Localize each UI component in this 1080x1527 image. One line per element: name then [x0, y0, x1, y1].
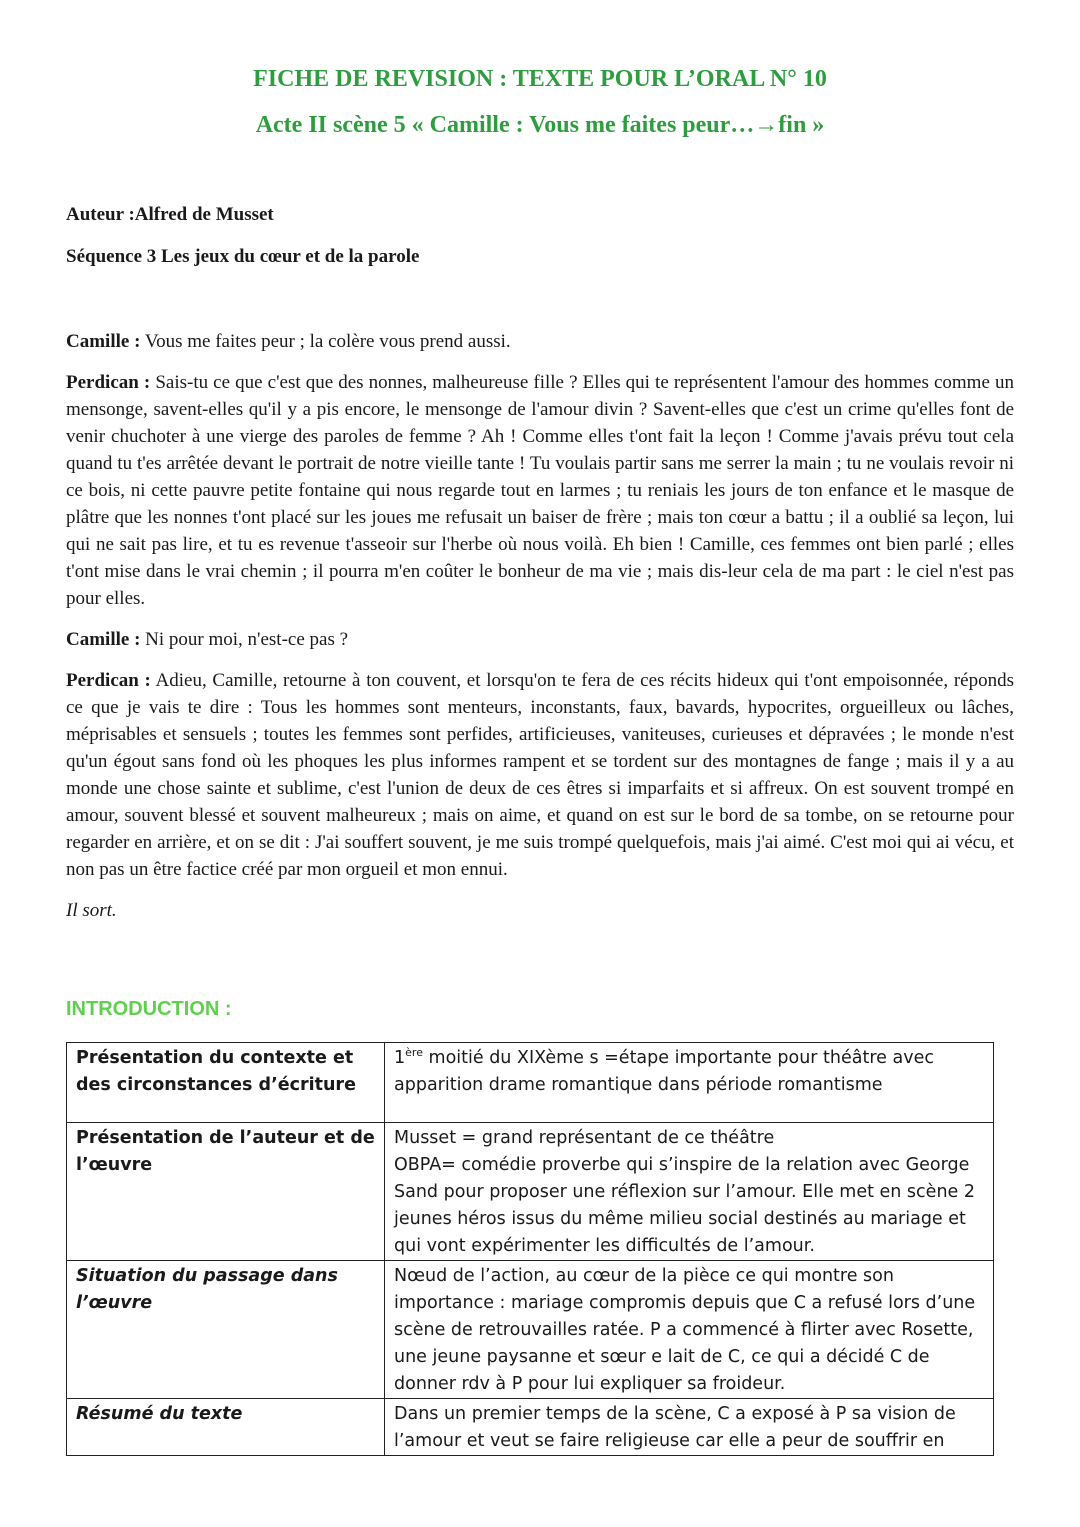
row-content: 1ère moitié du XIXème s =étape importante pour théâtre avec apparition drame romantique dans période romantisme — [385, 1043, 994, 1123]
row-label: Situation du passage dans l’œuvre — [67, 1261, 385, 1399]
table-row — [67, 1043, 994, 1123]
line-text: Adieu, Camille, retourne à ton couvent, et lorsqu'on te fera de ces récits hideux qui t'ont empoisonnée, réponds ce que je vais te dire : Tous les hommes sont menteurs, inconstants, faux, bavards, hypocrites, orgueilleux ou lâches, méprisables et sensuels ; toutes les femmes sont perfides, artificieuses, vaniteuses, curieuses et dépravées ; le monde n'est qu'un égout sans fond où les phoques les plus informes rampent et se tordent sur des montagnes de fange ; mais il y a au monde une chose sainte et sublime, c'est l'union de deux de ces êtres si imparfaits et si affreux. On est souvent trompé en amour, souvent blessé et souvent malheureux ; mais on aime, et quand on est sur le bord de sa tombe, on se retourne pour regarder en arrière, et on se dit : J'ai souffert souvent, je me suis trompé quelquefois, mais j'ai aimé. C'est moi qui ai vécu, et non pas un être factice créé par mon orgueil et mon ennui. — [66, 670, 1014, 880]
row-label: Résumé du texte — [67, 1399, 385, 1456]
speaker-name: Perdican : — [66, 372, 151, 393]
speaker-name: Camille : — [66, 629, 141, 650]
table-row — [67, 1261, 994, 1399]
line-text: Vous me faites peur ; la colère vous prend aussi. — [140, 331, 511, 352]
dialogue-line — [66, 369, 1014, 612]
line-text: Ni pour moi, n'est-ce pas ? — [140, 629, 349, 650]
introduction-table — [66, 1042, 994, 1456]
author-line: Auteur :Alfred de Musset — [66, 204, 274, 225]
row-content: Musset = grand représentant de ce théâtre OBPA= comédie proverbe qui s’inspire de la relation avec George Sand pour proposer une réflexion sur l’amour. Elle met en scène 2 jeunes héros issus du même milieu social destinés au mariage et qui vont expérimenter les difficultés de l’amour. — [385, 1123, 994, 1261]
introduction-heading: INTRODUCTION : — [66, 998, 232, 1020]
sequence-line: Séquence 3 Les jeux du cœur et de la parole — [66, 246, 420, 267]
speaker-name: Perdican : — [66, 670, 151, 691]
document-subtitle: Acte II scène 5 « Camille : Vous me faites peur…→fin » — [255, 112, 825, 138]
row-label: Présentation de l’auteur et de l’œuvre — [67, 1123, 385, 1261]
dialogue-line — [66, 626, 1014, 653]
table-row — [67, 1123, 994, 1261]
row-content: Nœud de l’action, au cœur de la pièce ce qui montre son importance : mariage compromis depuis que C a refusé lors d’une scène de retrouvailles ratée. P a commencé à flirter avec Rosette, une jeune paysanne et sœur e lait de C, ce qui a décidé C de donner rdv à P pour lui expliquer sa froideur. — [385, 1261, 994, 1399]
table-row — [67, 1399, 994, 1456]
dialogue-text — [66, 328, 1014, 924]
row-label: Présentation du contexte et des circonstances d’écriture — [67, 1043, 385, 1123]
dialogue-line — [66, 667, 1014, 883]
dialogue-line — [66, 328, 1014, 355]
stage-direction: Il sort. — [66, 900, 117, 921]
speaker-name: Camille : — [66, 331, 141, 352]
row-content: Dans un premier temps de la scène, C a exposé à P sa vision de l’amour et veut se faire religieuse car elle a peur de souffrir en — [385, 1399, 994, 1456]
document-title: FICHE DE REVISION : TEXTE POUR L’ORAL N° 10 — [253, 66, 827, 92]
line-text: Sais-tu ce que c'est que des nonnes, malheureuse fille ? Elles qui te représentent l'amour des hommes comme un mensonge, savent-elles qu'il y a pis encore, le mensonge de l'amour divin ? Savent-elles que c'est un crime qu'elles font de venir chuchoter à une vierge des paroles de femme ? Ah ! Comme elles t'ont fait la leçon ! Comme j'avais prévu tout cela quand tu t'es arrêtée devant le portrait de notre vieille tante ! Tu voulais partir sans me serrer la main ; tu ne voulais revoir ni ce bois, ni cette pauvre petite fontaine qui nous regarde tout en larmes ; tu reniais les jours de ton enfance et le masque de plâtre que les nonnes t'ont placé sur les joues me refusait un baiser de frère ; mais ton cœur a battu ; il a oublié sa leçon, lui qui ne sait pas lire, et tu es revenue t'asseoir sur l'herbe où nous voilà. Eh bien ! Camille, ces femmes ont bien parlé ; elles t'ont mise dans le vrai chemin ; il pourra m'en coûter le bonheur de ma vie ; mais dis-leur cela de ma part : le ciel n'est pas pour elles. — [66, 372, 1014, 609]
